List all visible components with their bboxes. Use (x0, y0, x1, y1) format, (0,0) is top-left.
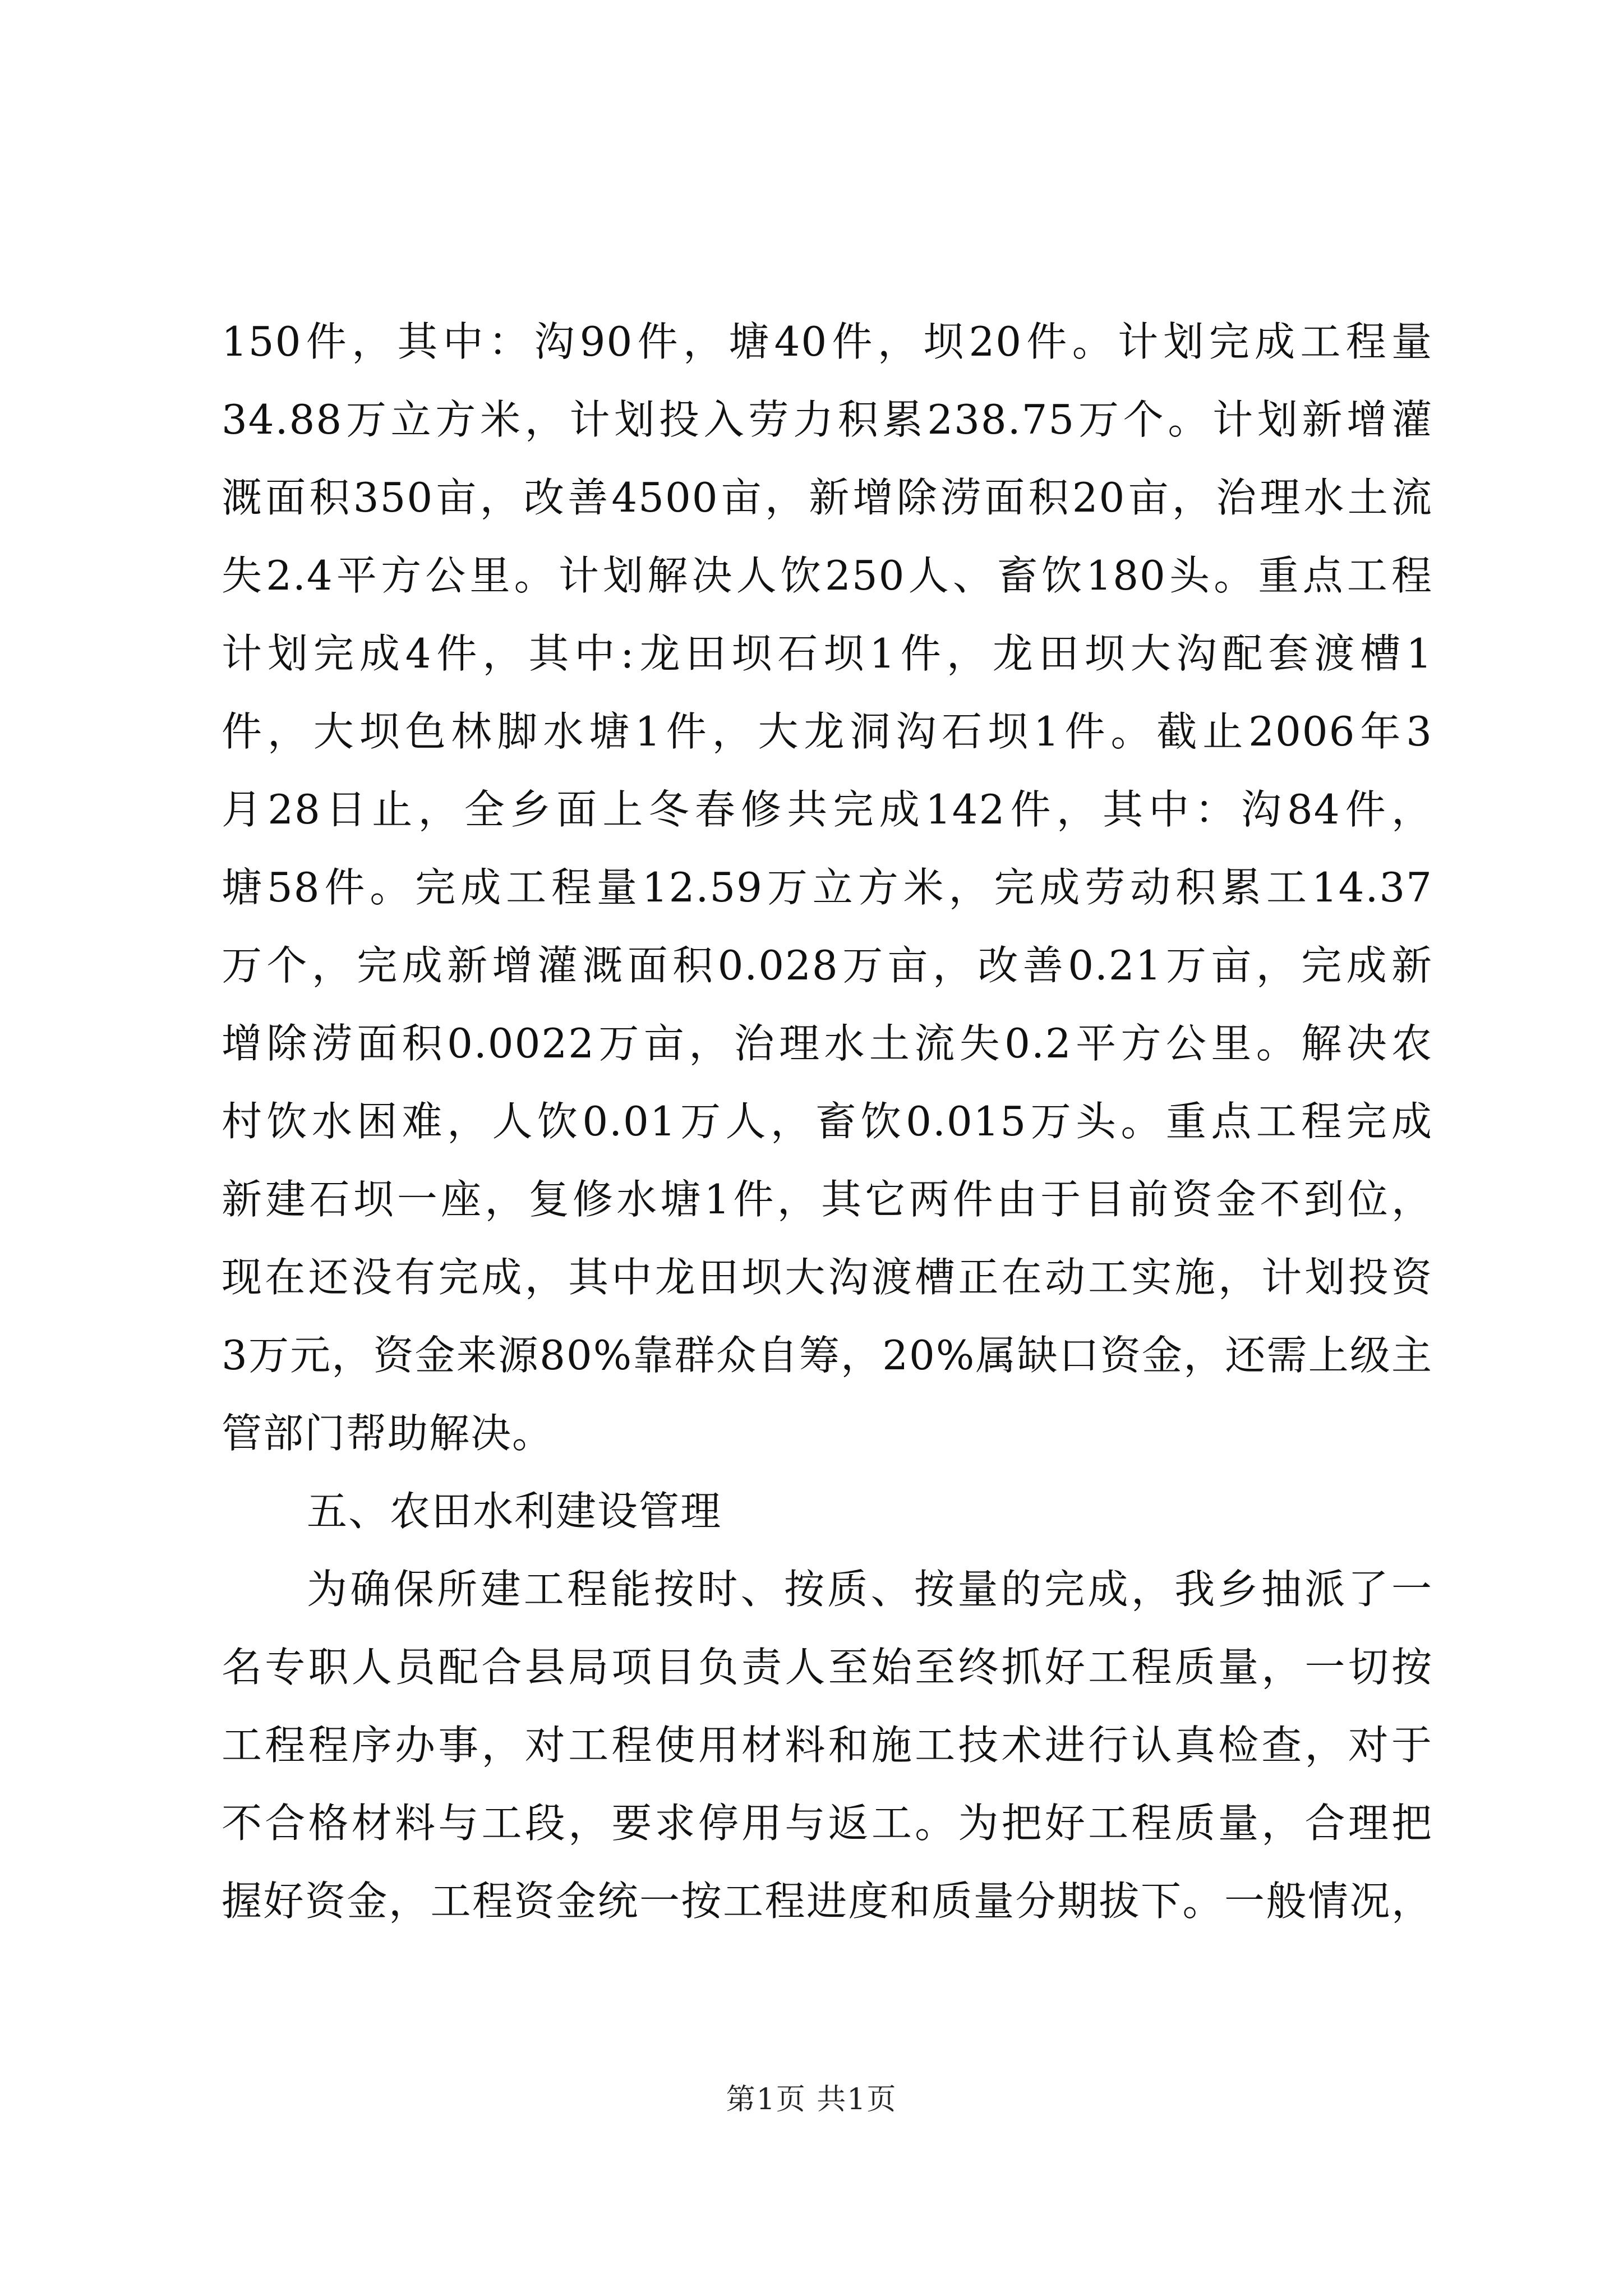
text-line: 增除涝面积0.0022万亩，治理水土流失0.2平方公里。解决农 (222, 1020, 1433, 1067)
text-line: 管部门帮助解决。 (222, 1410, 554, 1457)
text-line: 万个，完成新增灌溉面积0.028万亩，改善0.21万亩，完成新 (222, 942, 1433, 989)
text-line: 握好资金，工程资金统一按工程进度和质量分期拔下。一般情况， (222, 1878, 1433, 1925)
text-line: 工程程序办事，对工程使用材料和施工技术进行认真检查，对于 (222, 1722, 1433, 1769)
text-line: 为确保所建工程能按时、按质、按量的完成，我乡抽派了一 (307, 1566, 1433, 1613)
text-line: 34.88万立方米，计划投入劳力积累238.75万个。计划新增灌 (222, 396, 1433, 443)
text-line: 名专职人员配合县局项目负责人至始至终抓好工程质量，一切按 (222, 1644, 1433, 1691)
text-line: 月28日止，全乡面上冬春修共完成142件，其中：沟84件， (222, 786, 1433, 833)
text-line: 失2.4平方公里。计划解决人饮250人、畜饮180头。重点工程 (222, 552, 1433, 599)
text-line: 现在还没有完成，其中龙田坝大沟渡槽正在动工实施，计划投资 (222, 1254, 1433, 1301)
document-body (222, 303, 1433, 1940)
text-line: 150件，其中：沟90件，塘40件，坝20件。计划完成工程量 (222, 318, 1433, 365)
text-line: 溉面积350亩，改善4500亩，新增除涝面积20亩，治理水土流 (222, 474, 1433, 521)
text-line: 新建石坝一座，复修水塘1件，其它两件由于目前资金不到位， (222, 1176, 1433, 1223)
text-line: 不合格材料与工段，要求停用与返工。为把好工程质量，合理把 (222, 1800, 1433, 1847)
text-line: 村饮水困难，人饮0.01万人，畜饮0.015万头。重点工程完成 (222, 1098, 1433, 1145)
text-line: 3万元，资金来源80%靠群众自筹，20%属缺口资金，还需上级主 (222, 1332, 1433, 1379)
text-line: 塘58件。完成工程量12.59万立方米，完成劳动积累工14.37 (222, 864, 1433, 911)
section-heading: 五、农田水利建设管理 (307, 1488, 722, 1535)
text-line: 件，大坝色林脚水塘1件，大龙洞沟石坝1件。截止2006年3 (222, 708, 1433, 755)
page-number-footer: 第1页 共1页 (726, 2083, 897, 2116)
text-line: 计划完成4件，其中:龙田坝石坝1件，龙田坝大沟配套渡槽1 (222, 630, 1433, 677)
